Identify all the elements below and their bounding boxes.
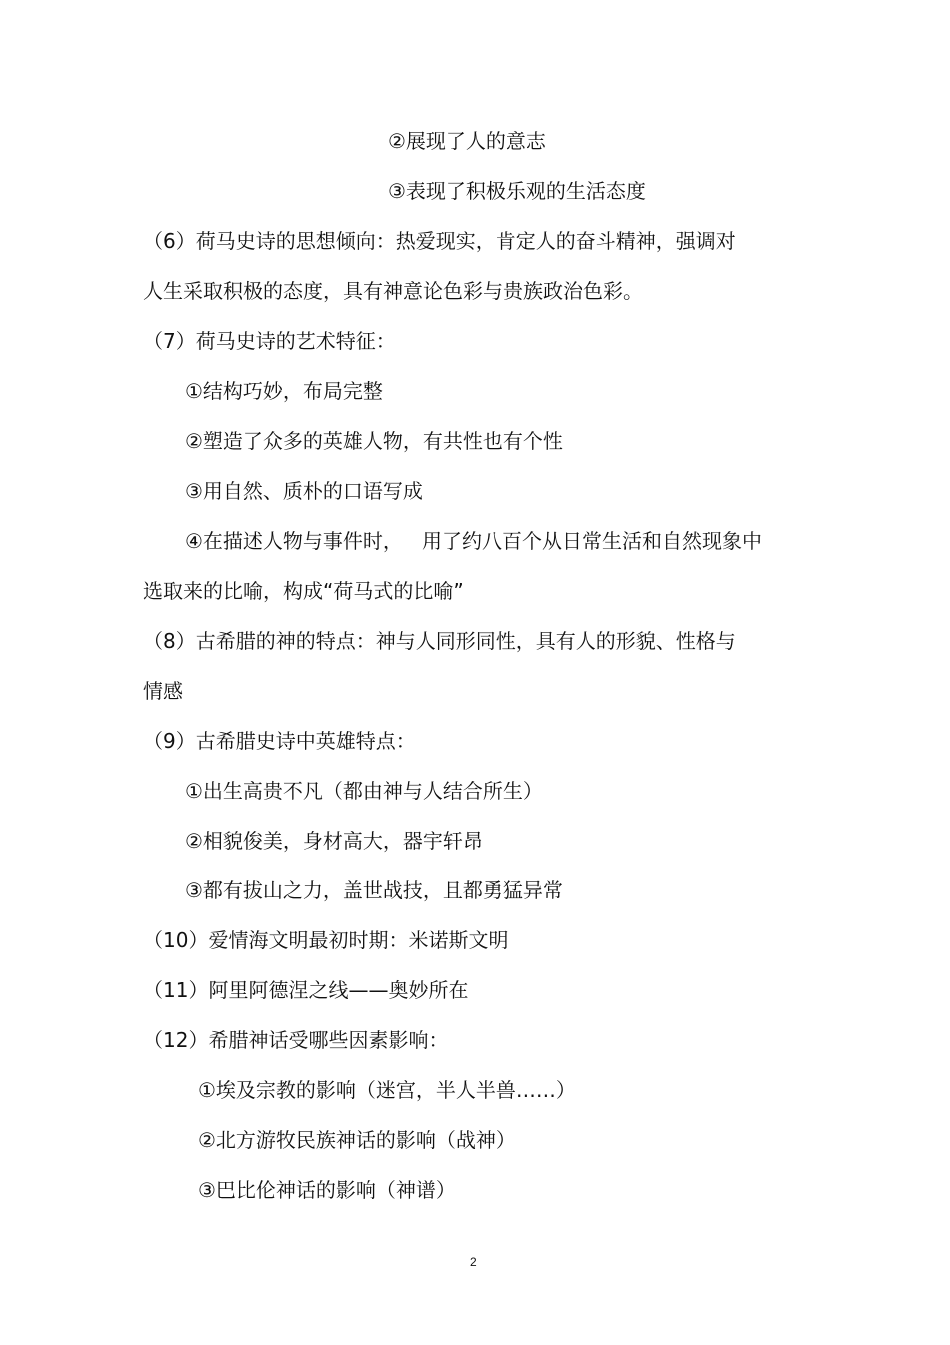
text-line-21: ②北方游牧民族神话的影响（战神） — [198, 1128, 516, 1152]
text-line-13: （9）古希腊史诗中英雄特点： — [143, 729, 416, 753]
page-number: 2 — [470, 1255, 477, 1269]
text-line-18: （11）阿里阿德涅之线——奥妙所在 — [143, 978, 469, 1002]
text-line-19: （12）希腊神话受哪些因素影响： — [143, 1028, 449, 1052]
text-line-1: ②展现了人的意志 — [388, 129, 546, 153]
text-line-11: （8）古希腊的神的特点：神与人同形同性，具有人的形貌、性格与 — [143, 629, 736, 653]
text-line-12: 情感 — [143, 679, 183, 703]
text-line-14: ①出生高贵不凡（都由神与人结合所生） — [185, 779, 543, 803]
text-line-16: ③都有拔山之力，盖世战技，且都勇猛异常 — [185, 878, 563, 902]
text-line-8: ③用自然、质朴的口语写成 — [185, 479, 423, 503]
text-line-7: ②塑造了众多的英雄人物，有共性也有个性 — [185, 429, 563, 453]
text-line-10: 选取来的比喻，构成“荷马式的比喻” — [143, 579, 464, 603]
text-line-17: （10）爱情海文明最初时期：米诺斯文明 — [143, 928, 509, 952]
text-line-15: ②相貌俊美，身材高大，器宇轩昂 — [185, 829, 483, 853]
text-line-4: 人生采取积极的态度，具有神意论色彩与贵族政治色彩。 — [143, 279, 643, 303]
text-line-6: ①结构巧妙，布局完整 — [185, 379, 383, 403]
text-line-22: ③巴比伦神话的影响（神谱） — [198, 1178, 456, 1202]
text-line-3: （6）荷马史诗的思想倾向：热爱现实，肯定人的奋斗精神，强调对 — [143, 229, 736, 253]
text-line-2: ③表现了积极乐观的生活态度 — [388, 179, 646, 203]
text-line-5: （7）荷马史诗的艺术特征： — [143, 329, 396, 353]
text-line-20: ①埃及宗教的影响（迷宫，半人半兽……） — [198, 1078, 576, 1102]
text-line-9: ④在描述人物与事件时， 用了约八百个从日常生活和自然现象中 — [185, 529, 763, 553]
